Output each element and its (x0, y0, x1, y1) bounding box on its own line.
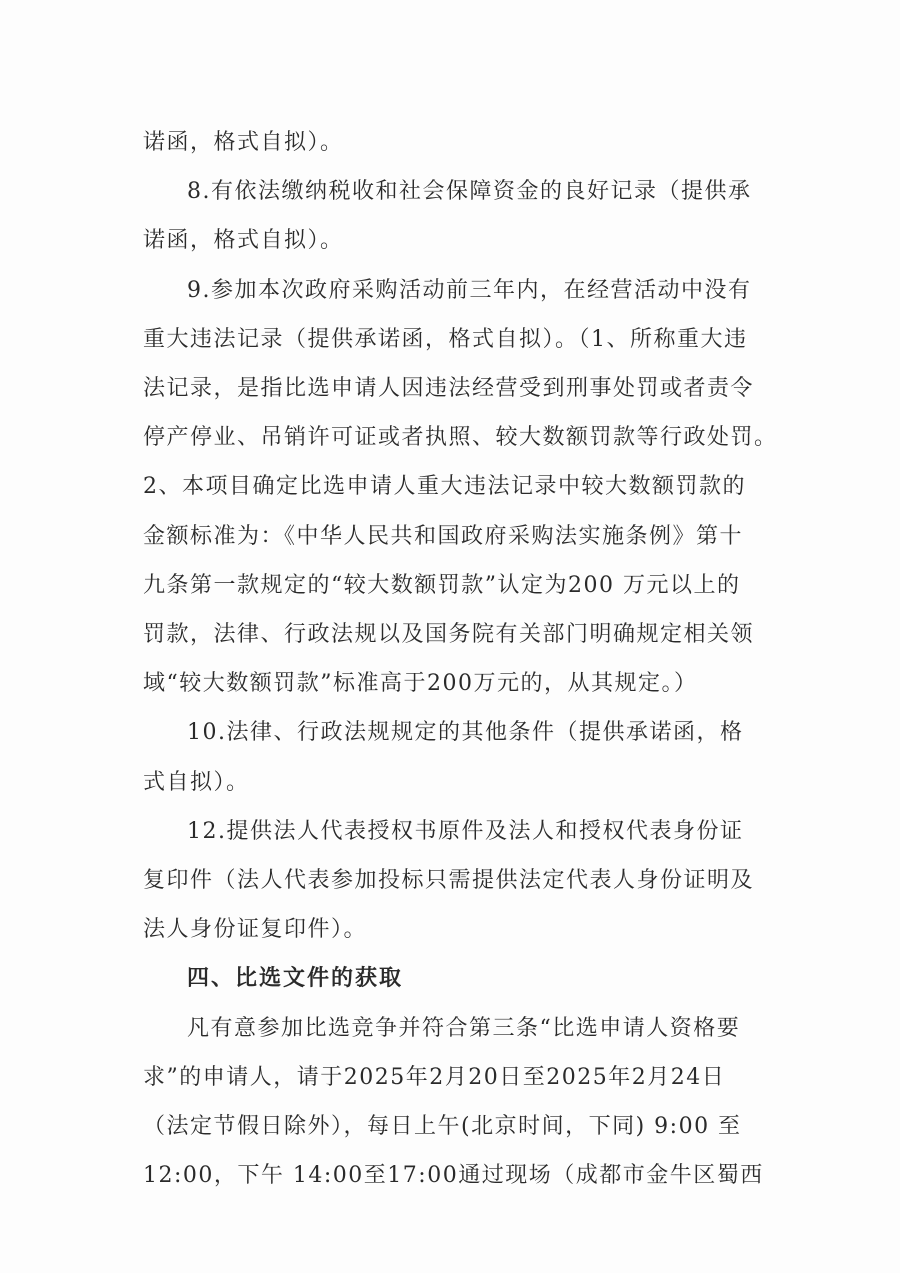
paragraph-item-9-body (143, 315, 778, 709)
text-line: 9.参加本次政府采购活动前三年内，在经营活动中没有 (187, 277, 752, 303)
paragraph-acquisition-body (143, 1053, 773, 1201)
section-heading-text: 四、比选文件的获取 (187, 966, 404, 992)
paragraph-item-10 (143, 708, 773, 757)
paragraph-item-12 (143, 807, 773, 856)
text-line: 停产停业、吊销许可证或者执照、较大数额罚款等行政处罚。 (143, 425, 778, 451)
text-line: 域“较大数额罚款”标准高于200万元的，从其规定。） (143, 671, 698, 697)
text-line: 罚款，法律、行政法规以及国务院有关部门明确规定相关领 (143, 622, 755, 648)
paragraph-item-8 (143, 167, 773, 216)
text-line: 12.提供法人代表授权书原件及法人和授权代表身份证 (187, 818, 744, 844)
text-line: 重大违法记录（提供承诺函，格式自拟）。（1、所称重大违 (143, 326, 748, 352)
text-line: 求”的申请人，请于2025年2月20日至2025年2月24日 (143, 1064, 726, 1090)
paragraph-acquisition (143, 1004, 773, 1053)
paragraph-item-8-continuation (143, 216, 773, 265)
text-line: 诺函，格式自拟）。 (143, 130, 344, 155)
paragraph-item-12-body (143, 856, 773, 954)
document-body (143, 118, 778, 1200)
paragraph-item-9 (143, 266, 773, 315)
text-line: 12:00，下午 14:00至17:00通过现场（成都市金牛区蜀西 (143, 1163, 764, 1189)
text-line: 2、本项目确定比选申请人重大违法记录中较大数额罚款的 (143, 474, 746, 500)
text-line: 诺函，格式自拟）。 (143, 228, 344, 254)
section-heading (143, 954, 773, 1003)
text-line: 法记录，是指比选申请人因违法经营受到刑事处罚或者责令 (143, 376, 755, 402)
text-line: 10.法律、行政法规规定的其他条件（提供承诺函，格 (187, 720, 744, 746)
paragraph-item-7-continuation (143, 118, 773, 167)
text-line: 复印件（法人代表参加投标只需提供法定代表人身份证明及 (143, 868, 755, 894)
text-line: （法定节假日除外），每日上午(北京时间，下同) 9:00 至 (143, 1114, 742, 1140)
text-line: 式自拟）。 (143, 769, 250, 795)
paragraph-item-10-continuation (143, 758, 773, 807)
text-line: 凡有意参加比选竞争并符合第三条“比选申请人资格要 (187, 1015, 741, 1041)
text-line: 8.有依法缴纳税收和社会保障资金的良好记录（提供承 (187, 179, 752, 205)
text-line: 法人身份证复印件）。 (143, 917, 368, 943)
text-line: 金额标准为：《中华人民共和国政府采购法实施条例》第十 (143, 523, 744, 549)
text-line: 九条第一款规定的“较大数额罚款”认定为200 万元以上的 (143, 572, 741, 598)
